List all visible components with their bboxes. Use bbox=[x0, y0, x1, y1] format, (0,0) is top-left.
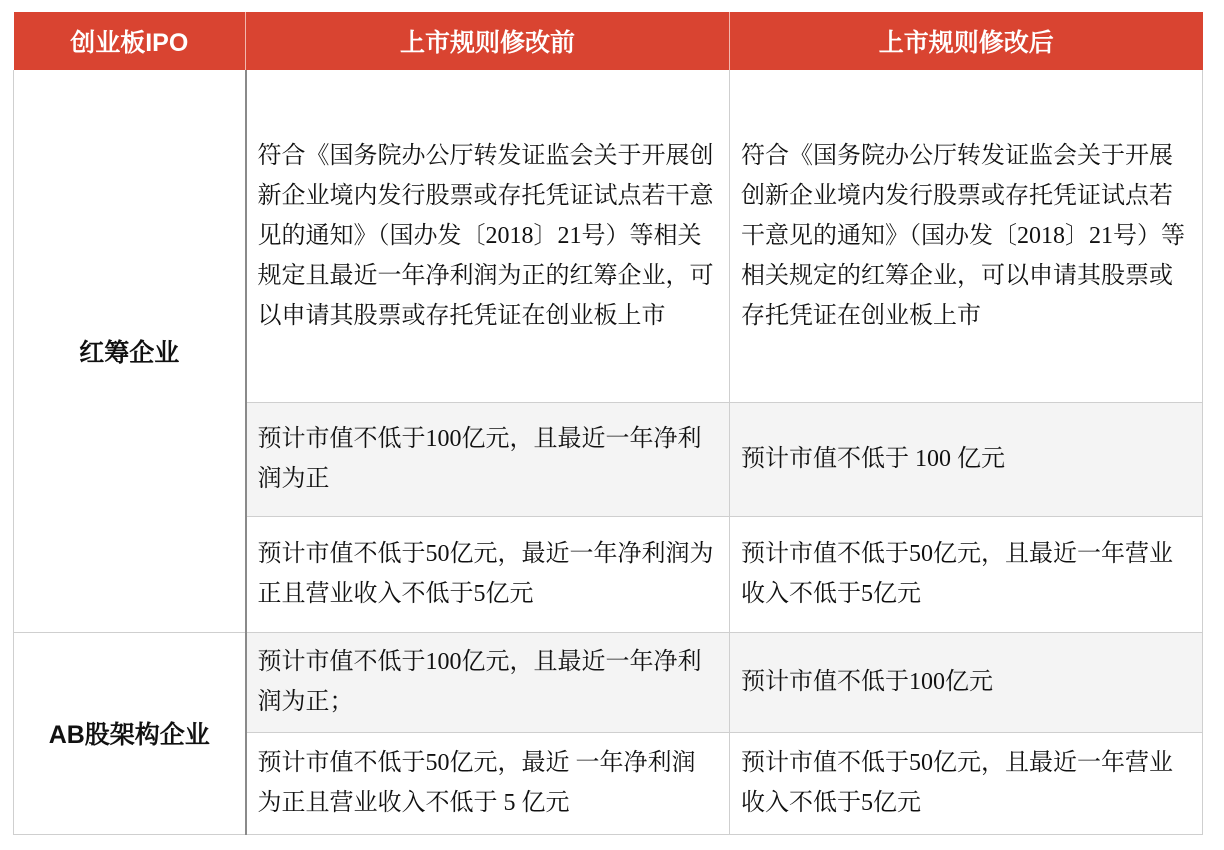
cell-before-text: 预计市值不低于100亿元，且最近一年净利润为正； bbox=[257, 649, 702, 715]
table-header-row bbox=[14, 12, 1203, 70]
header-category: 创业板IPO bbox=[14, 12, 246, 70]
header-before: 上市规则修改前 bbox=[246, 12, 730, 70]
cell-after-text: 预计市值不低于 100 亿元 bbox=[741, 446, 1005, 472]
cell-after-text: 预计市值不低于50亿元，且最近一年营业收入不低于5亿元 bbox=[741, 750, 1173, 816]
cell-before bbox=[246, 632, 730, 732]
cell-after-text: 预计市值不低于100亿元 bbox=[741, 669, 993, 695]
comparison-table bbox=[13, 12, 1203, 835]
table-row bbox=[14, 70, 1203, 402]
cell-after bbox=[730, 516, 1203, 632]
cell-before bbox=[246, 70, 730, 402]
category-redchip: 红筹企业 bbox=[14, 70, 246, 632]
cell-after bbox=[730, 732, 1203, 834]
cell-before bbox=[246, 732, 730, 834]
cell-before-text: 预计市值不低于50亿元，最近一年净利润为正且营业收入不低于5亿元 bbox=[257, 541, 714, 607]
header-after: 上市规则修改后 bbox=[730, 12, 1203, 70]
cell-after bbox=[730, 632, 1203, 732]
cell-after-text: 预计市值不低于50亿元，且最近一年营业收入不低于5亿元 bbox=[741, 541, 1173, 607]
cell-after bbox=[730, 402, 1203, 516]
cell-before bbox=[246, 402, 730, 516]
table-row bbox=[14, 632, 1203, 732]
cell-before-text: 符合《国务院办公厅转发证监会关于开展创新企业境内发行股票或存托凭证试点若干意见的通知》（国办发〔2018〕21号）等相关规定且最近一年净利润为正的红筹企业，可以申请其股票或存托凭证在创业板上市 bbox=[257, 142, 714, 329]
cell-after bbox=[730, 70, 1203, 402]
cell-before bbox=[246, 516, 730, 632]
cell-before-text: 预计市值不低于100亿元，且最近一年净利润为正 bbox=[257, 426, 702, 492]
cell-before-text: 预计市值不低于50亿元，最近 一年净利润为正且营业收入不低于 5 亿元 bbox=[257, 750, 696, 816]
cell-after-text: 符合《国务院办公厅转发证监会关于开展创新企业境内发行股票或存托凭证试点若干意见的通知》（国办发〔2018〕21号）等相关规定的红筹企业，可以申请其股票或存托凭证在创业板上市 bbox=[741, 142, 1185, 329]
category-ab-share: AB股架构企业 bbox=[14, 632, 246, 834]
